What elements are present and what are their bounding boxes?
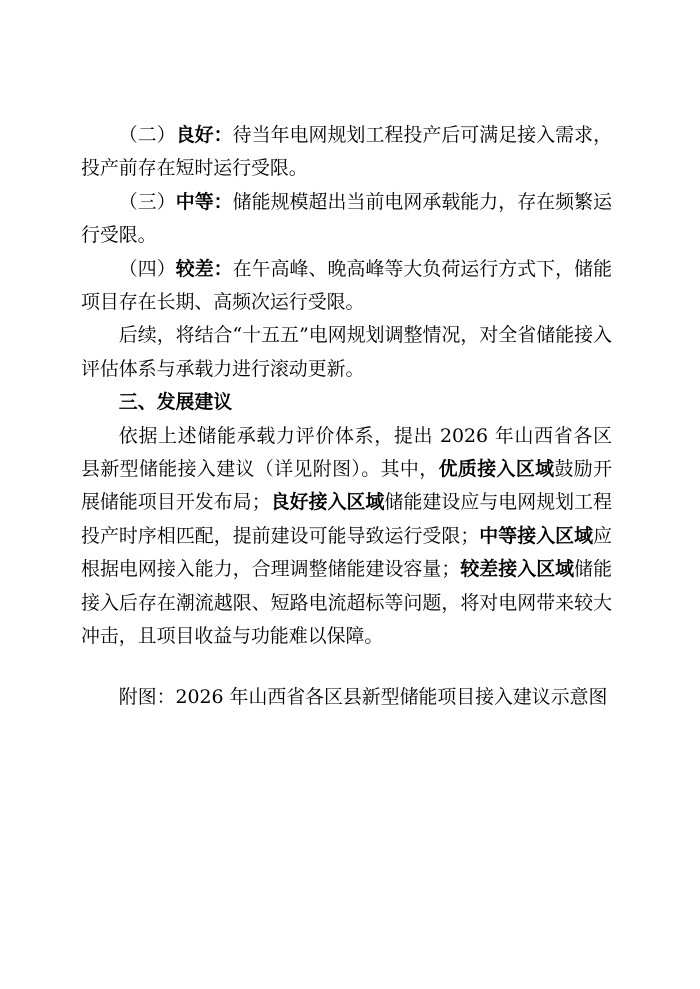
- para-followup: [81, 319, 612, 386]
- emphasis-text-segment: 中等：: [175, 190, 233, 213]
- text-segment: （四）: [118, 257, 176, 280]
- para-recommendations: [81, 420, 612, 654]
- para-grade-good: [81, 119, 612, 186]
- emphasis-text-segment: 三、发展建议: [118, 391, 233, 414]
- text-segment: 依据上述储能承载力评价体系，提出 2026 年山西省各区县新型储能接入建议（详见附图）。其中，: [81, 424, 612, 481]
- text-segment: 应根据电网接入能力，合理调整储能建设容量；: [81, 524, 613, 581]
- emphasis-text-segment: 良好：: [175, 124, 233, 146]
- text-segment: （二）: [118, 124, 176, 146]
- para-grade-poor: [81, 253, 612, 320]
- document-body: [81, 119, 612, 714]
- text-segment: 鼓励开展储能项目开发布局；: [81, 458, 613, 514]
- emphasis-text-segment: 较差接入区域: [460, 558, 575, 581]
- heading-section-three: [81, 386, 612, 419]
- text-segment: 待当年电网规划工程投产后可满足接入需求，投产前存在短时运行受限。: [81, 124, 613, 180]
- emphasis-text-segment: 优质接入区域: [438, 458, 555, 481]
- text-segment: 后续，将结合“十五五”电网规划调整情况，对全省储能接入评估体系与承载力进行滚动更新。: [81, 324, 612, 380]
- emphasis-text-segment: 较差：: [175, 257, 233, 280]
- text-segment: 储能建设应与电网规划工程投产时序相匹配，提前建设可能导致运行受限；: [81, 491, 613, 547]
- text-segment: 储能规模超出当前电网承载能力，存在频繁运行受限。: [81, 190, 613, 247]
- para-grade-medium: [81, 186, 612, 253]
- text-segment: 附图：2026 年山西省各区县新型储能项目接入建议示意图: [118, 685, 608, 708]
- para-attachment-caption: [81, 681, 612, 714]
- emphasis-text-segment: 中等接入区域: [479, 524, 594, 547]
- text-segment: 在午高峰、晚高峰等大负荷运行方式下，储能项目存在长期、高频次运行受限。: [81, 257, 613, 314]
- text-segment: 储能接入后存在潮流越限、短路电流超标等问题，将对电网带来较大冲击，且项目收益与功能难以保障。: [81, 558, 613, 648]
- emphasis-text-segment: 良好接入区域: [270, 491, 385, 514]
- text-segment: （三）: [118, 190, 176, 213]
